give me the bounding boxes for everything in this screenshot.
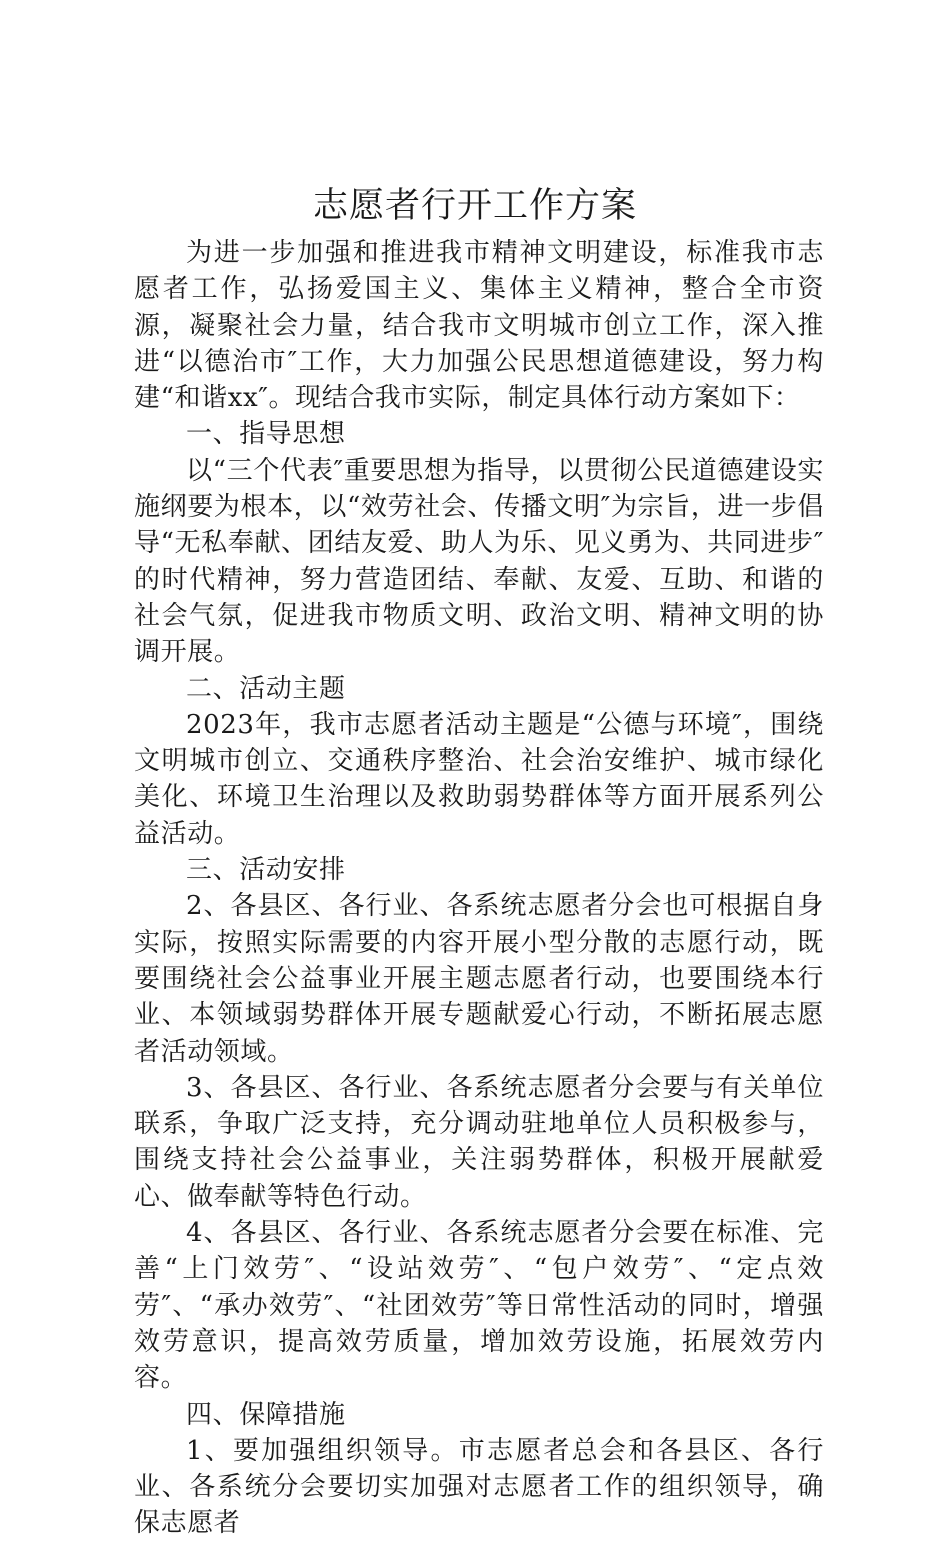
section-heading-activity-theme: 二、活动主题	[186, 673, 346, 704]
section-heading-guiding-thought: 一、指导思想	[186, 419, 346, 450]
section-heading-activity-arrangement: 三、活动安排	[186, 855, 346, 886]
arrangement-item-3: 3、各县区、各行业、各系统志愿者分会要与有关单位联系，争取广泛支持，充分调动驻地单位人员积极参与，围绕支持社会公益事业，关注弱势群体，积极开展献爱心、做奉献等特色行动。	[134, 1072, 824, 1212]
arrangement-item-2: 2、各县区、各行业、各系统志愿者分会也可根据自身实际，按照实际需要的内容开展小型分散的志愿行动，既要围绕社会公益事业开展主题志愿者行动，也要围绕本行业、本领域弱势群体开展专题献爱心行动，不断拓展志愿者活动领域。	[134, 891, 824, 1067]
guiding-thought-paragraph: 以“三个代表″重要思想为指导，以贯彻公民道德建设实施纲要为根本，以“效劳社会、传播文明″为宗旨，进一步倡导“无私奉献、团结友爱、助人为乐、见义勇为、共同进步″的时代精神，努力营造团结、奉献、友爱、互助、和谐的社会气氛，促进我市物质文明、政治文明、精神文明的协调开展。	[134, 455, 824, 668]
activity-theme-paragraph: 2023年，我市志愿者活动主题是“公德与环境″，围绕文明城市创立、交通秩序整治、社会治安维护、城市绿化美化、环境卫生治理以及救助弱势群体等方面开展系列公益活动。	[134, 709, 824, 849]
intro-paragraph: 为进一步加强和推进我市精神文明建设，标准我市志愿者工作，弘扬爱国主义、集体主义精神，整合全市资源，凝聚社会力量，结合我市文明城市创立工作，深入推进“以德治市″工作，大力加强公民思想道德建设，努力构建“和谐xx″。现结合我市实际，制定具体行动方案如下：	[134, 238, 824, 414]
arrangement-item-4: 4、各县区、各行业、各系统志愿者分会要在标准、完善“上门效劳″、“设站效劳″、“包户效劳″、“定点效劳″、“承办效劳″、“社团效劳″等日常性活动的同时，增强效劳意识，提高效劳质量，增加效劳设施，拓展效劳内容。	[134, 1218, 824, 1394]
safeguard-item-1: 1、要加强组织领导。市志愿者总会和各县区、各行业、各系统分会要切实加强对志愿者工作的组织领导，确保志愿者	[134, 1435, 824, 1539]
document-title: 志愿者行开工作方案	[312, 186, 637, 226]
section-heading-safeguards: 四、保障措施	[186, 1399, 346, 1430]
document-body	[134, 235, 824, 1542]
